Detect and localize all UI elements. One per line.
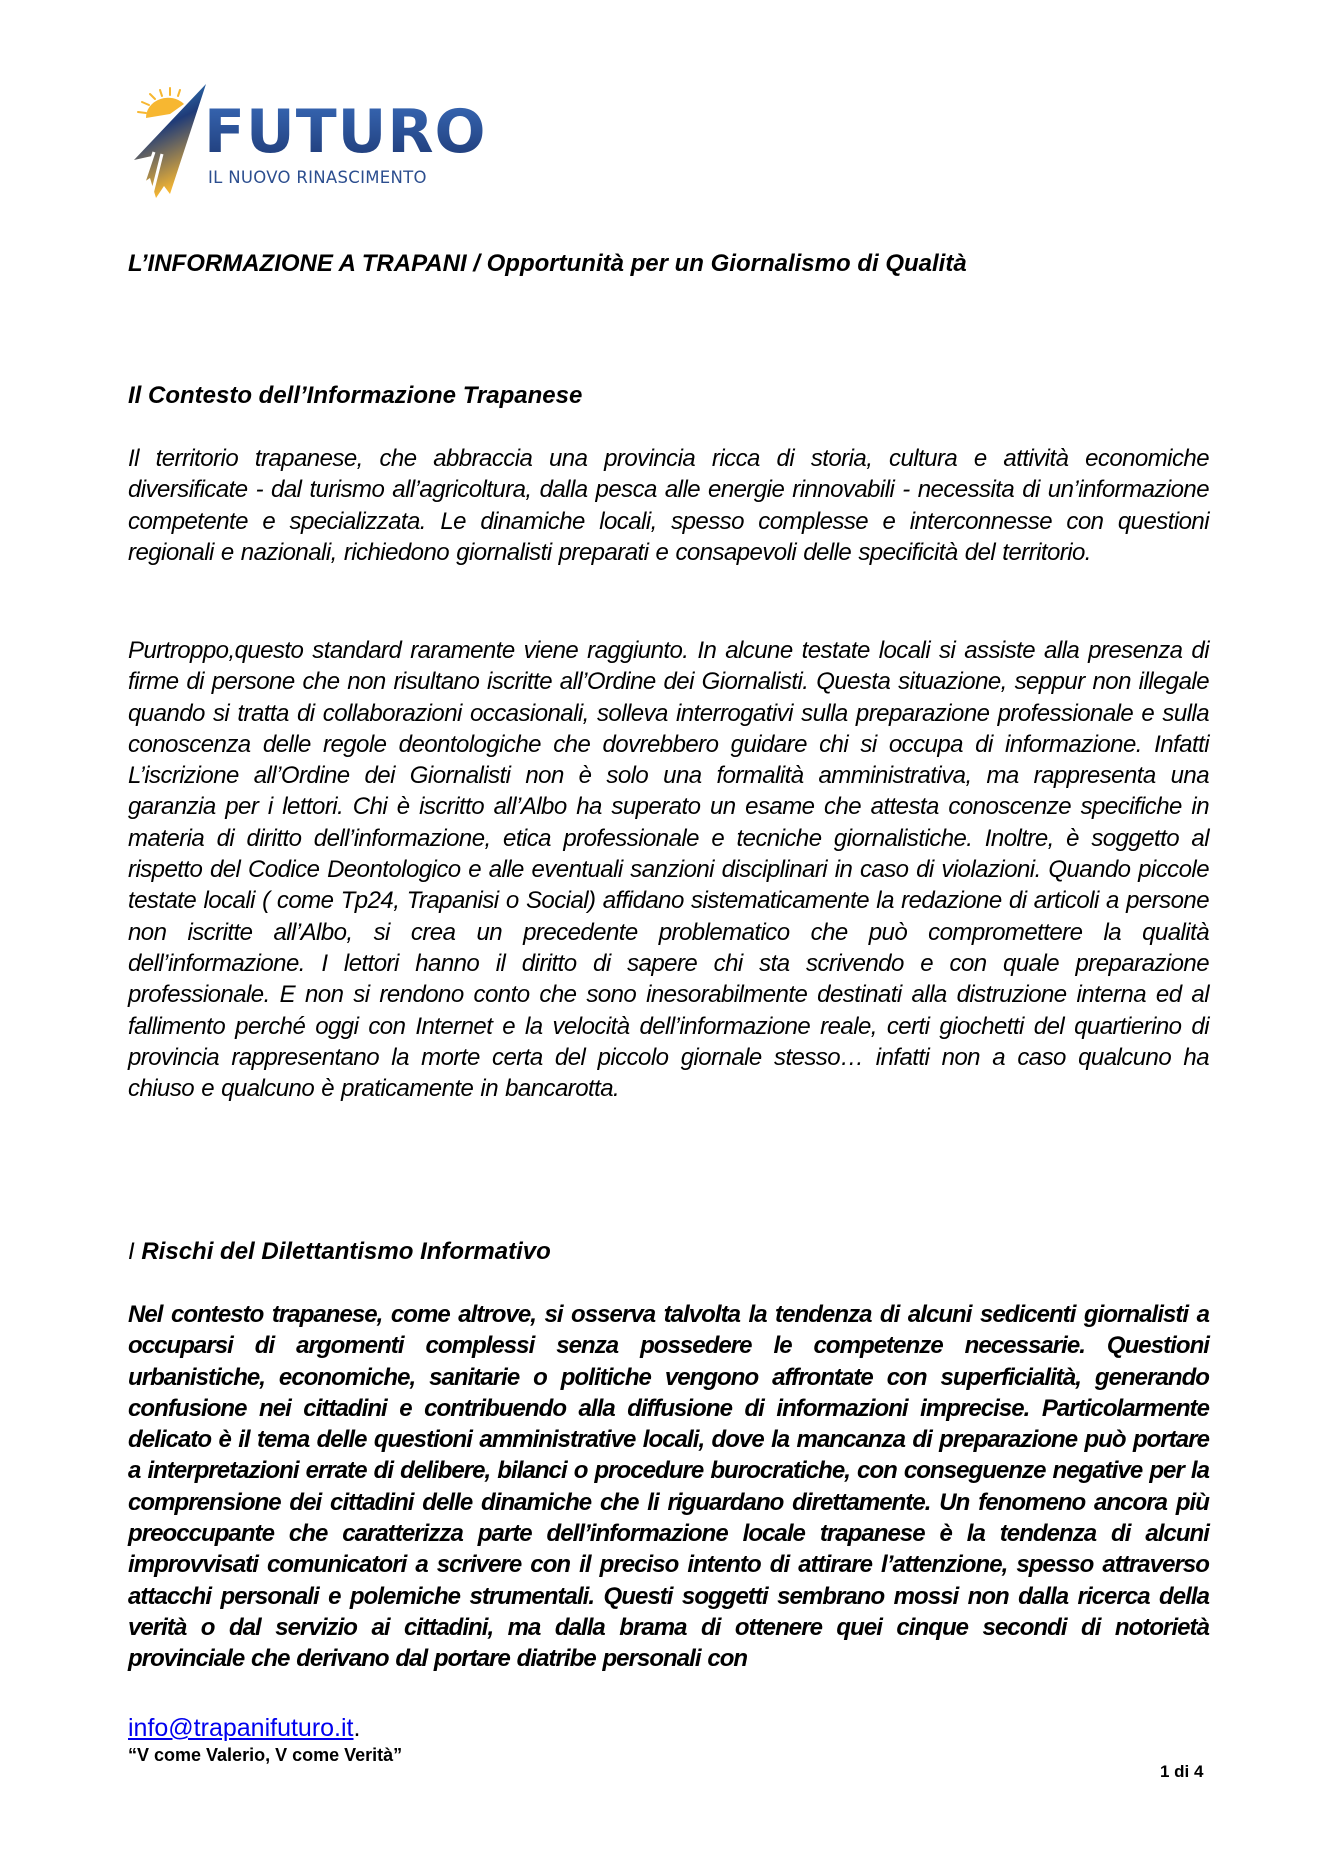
footer-slogan: “V come Valerio, V come Verità”: [128, 1745, 403, 1765]
document-title: L’INFORMAZIONE A TRAPANI / Opportunità per un Giornalismo di Qualità: [128, 250, 967, 277]
section-heading-contesto: Il Contesto dell’Informazione Trapanese: [128, 382, 583, 409]
email-link[interactable]: info@trapanifuturo.it: [128, 1714, 354, 1742]
section-heading-rischi: [128, 1238, 551, 1266]
paragraph-purtroppo: Purtroppo,questo standard raramente viene raggiunto. In alcune testate locali si assiste alla presenza di firme di persone che non risultano iscritte all’Ordine dei Giornalisti. Questa situazione, seppur non illegale quando si tratta di collaborazioni occasionali, solleva interrogativi sulla preparazione professionale e sulla conoscenza delle regole deontologiche che dovrebbero guidare chi si occupa di informazione. Infatti L’iscrizione all’Ordine dei Giornalisti non è solo una formalità amministrativa, ma rappresenta una garanzia per i lettori. Chi è iscritto all’Albo ha superato un esame che attesta conoscenze specifiche in materia di diritto dell’informazione, etica professionale e tecniche giornalistiche. Inoltre, è soggetto al rispetto del Codice Deontologico e alle eventuali sanzioni disciplinari in caso di violazioni. Quando piccole testate locali ( come Tp24, Trapanisi o Social) affidano sistematicamente la redazione di articoli a persone non iscritte all’Albo, si crea un precedente problematico che può compromettere la qualità dell’informazione. I lettori hanno il diritto di sapere chi sta scrivendo e con quale preparazione professionale. E non si rendono conto che sono inesorabilmente destinati alla distruzione interna ed al fallimento perché oggi con Internet e la velocità dell’informazione reale, certi giochetti del quartierino di provincia rappresentano la morte certa del piccolo giornale stesso… infatti non a caso qualcuno ha chiuso e qualcuno è praticamente in bancarotta.: [128, 637, 1209, 1103]
paragraph-territorio: Il territorio trapanese, che abbraccia una provincia ricca di storia, cultura e attività economiche diversificate - dal turismo all’agricoltura, dalla pesca alle energie rinnovabili - necessita di un’informazione competente e specializzata. Le dinamiche locali, spesso complesse e interconnesse con questioni regionali e nazionali, richiedono giornalisti preparati e consapevoli delle specificità del territorio.: [128, 445, 1209, 566]
paragraph-dilettantismo: Nel contesto trapanese, come altrove, si osserva talvolta la tendenza di alcuni sedicenti giornalisti a occuparsi di argomenti complessi senza possedere le competenze necessarie. Questioni urbanistiche, economiche, sanitarie o politiche vengono affrontate con superficialità, generando confusione nei cittadini e contribuendo alla diffusione di informazioni imprecise. Particolarmente delicato è il tema delle questioni amministrative locali, dove la mancanza di preparazione può portare a interpretazioni errate di delibere, bilanci o procedure burocratiche, con conseguenze negative per la comprensione dei cittadini delle dinamiche che li riguardano direttamente. Un fenomeno ancora più preoccupante che caratterizza parte dell’informazione locale trapanese è la tendenza di alcuni improvvisati comunicatori a scrivere con il preciso intento di attirare l’attenzione, spesso attraverso attacchi personali e polemiche strumentali. Questi soggetti sembrano mossi non dalla ricerca della verità o dal servizio ai cittadini, ma dalla brama di ottenere quei cinque secondi di notorietà provinciale che derivano dal portare diatribe personali con: [128, 1301, 1209, 1673]
email-period: .: [353, 1714, 361, 1742]
contact-email: [128, 1714, 360, 1743]
heading-text: Rischi del Dilettantismo Informativo: [141, 1238, 551, 1265]
heading-lead-letter: I: [128, 1238, 135, 1265]
logo-tagline: IL NUOVO RINASCIMENTO: [208, 168, 427, 187]
logo-wordmark: FUTURO: [204, 97, 487, 167]
futuro-logo: [130, 82, 487, 202]
page-number: 1 di 4: [1160, 1762, 1204, 1781]
rocket-sun-icon: [130, 82, 210, 200]
